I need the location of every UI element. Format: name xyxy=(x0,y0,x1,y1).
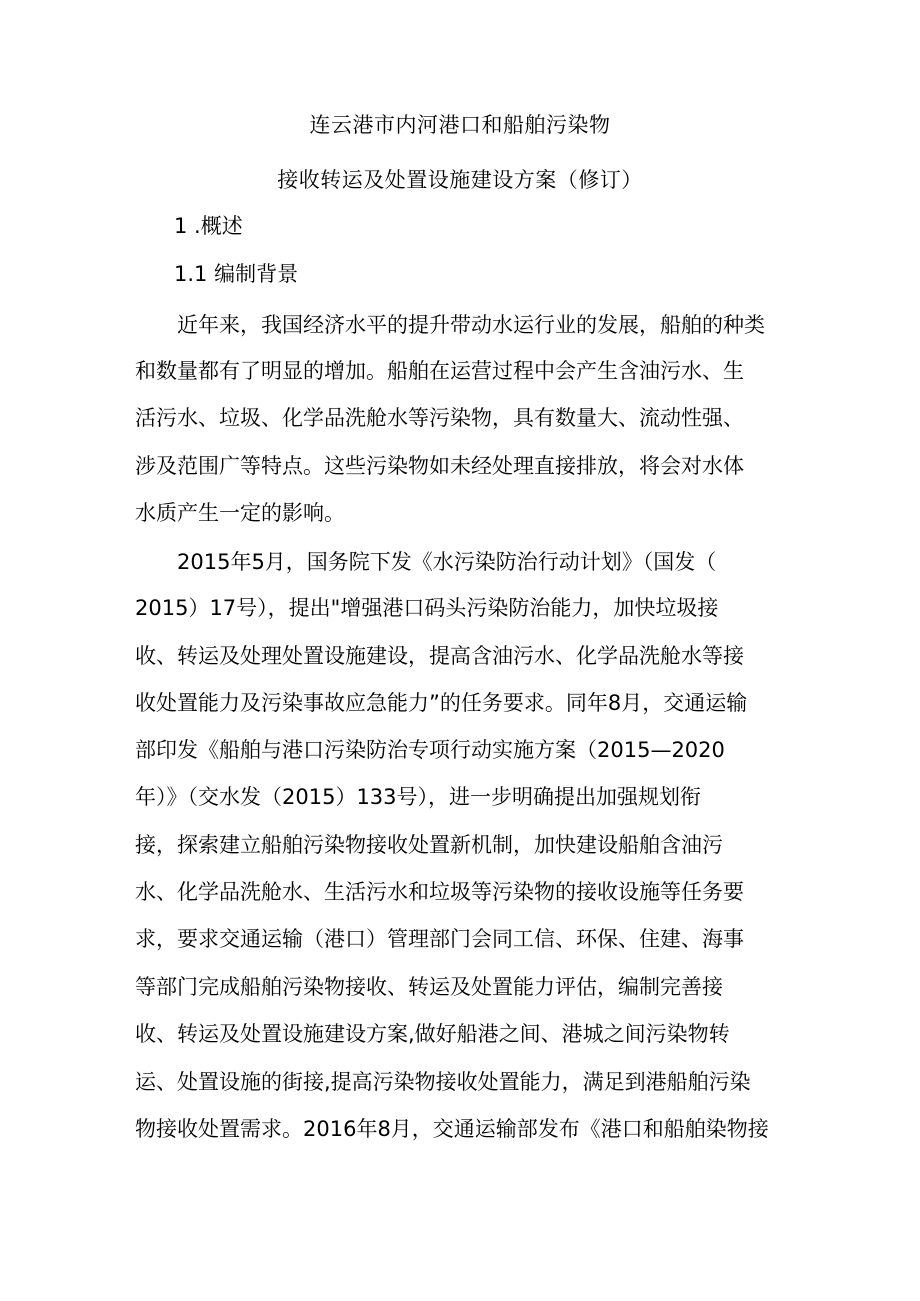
document-title-line-1: 连云港市内河港口和船舶污染物 xyxy=(309,113,611,137)
subsection-heading-background: 1.1 编制背景 xyxy=(174,262,299,286)
section-heading-overview: 1 .概述 xyxy=(174,214,243,238)
paragraph-2-line: 等部门完成船舶污染物接收、转运及处置能力评估，编制完善接 xyxy=(135,975,723,999)
paragraph-2-line: 水、化学品洗舱水、生活污水和垃圾等污染物的接收设施等任务要 xyxy=(135,880,744,904)
paragraph-2-line: 收、转运及处置设施建设方案,做好船港之间、港城之间污染物转 xyxy=(135,1022,730,1046)
paragraph-1-line: 和数量都有了明显的增加。船舶在运营过程中会产生含油污水、生 xyxy=(135,359,744,383)
paragraph-2-line: 收、转运及处理处置设施建设，提高含油污水、化学品洗舱水等接 xyxy=(135,644,744,668)
paragraph-1-line: 水质产生一定的影响。 xyxy=(135,501,345,525)
paragraph-2-line: 运、处置设施的街接,提高污染物接收处置能力，满足到港船舶污染 xyxy=(135,1070,751,1094)
paragraph-2-line: 求，要求交通运输（港口）管理部门会同工信、环保、住建、海事 xyxy=(135,927,744,951)
paragraph-2-line: 物接收处置需求。2016年8月，交通运输部发布《港口和船舶染物接 xyxy=(135,1117,769,1141)
document-title-line-2: 接收转运及处置设施建设方案（修订） xyxy=(277,168,643,192)
paragraph-2-line: 2015）17号），提出"增强港口码头污染防治能力，加快垃圾接 xyxy=(135,596,719,620)
paragraph-2-line: 2015年5月，国务院下发《水污染防治行动计划》（国发（ xyxy=(177,550,717,574)
paragraph-2-line: 收处置能力及污染事故应急能力”的任务要求。同年8月，交通运输 xyxy=(135,691,748,715)
paragraph-1-line: 涉及范围广等特点。这些污染物如未经处理直接排放，将会对水体 xyxy=(135,454,744,478)
paragraph-2-line: 部印发《船舶与港口污染防治专项行动实施方案（2015—2020 xyxy=(135,738,725,762)
paragraph-2-line: 接，探索建立船舶污染物接收处置新机制，加快建设船舶含油污 xyxy=(135,833,723,857)
paragraph-1-line: 活污水、垃圾、化学品洗舱水等污染物，具有数量大、流动性强、 xyxy=(135,406,744,430)
paragraph-2-line: 年）》（交水发（2015）133号），进一步明确提出加强规划衔 xyxy=(135,785,702,809)
paragraph-1-line: 近年来，我国经济水平的提升带动水运行业的发展，船舶的种类 xyxy=(177,313,765,337)
